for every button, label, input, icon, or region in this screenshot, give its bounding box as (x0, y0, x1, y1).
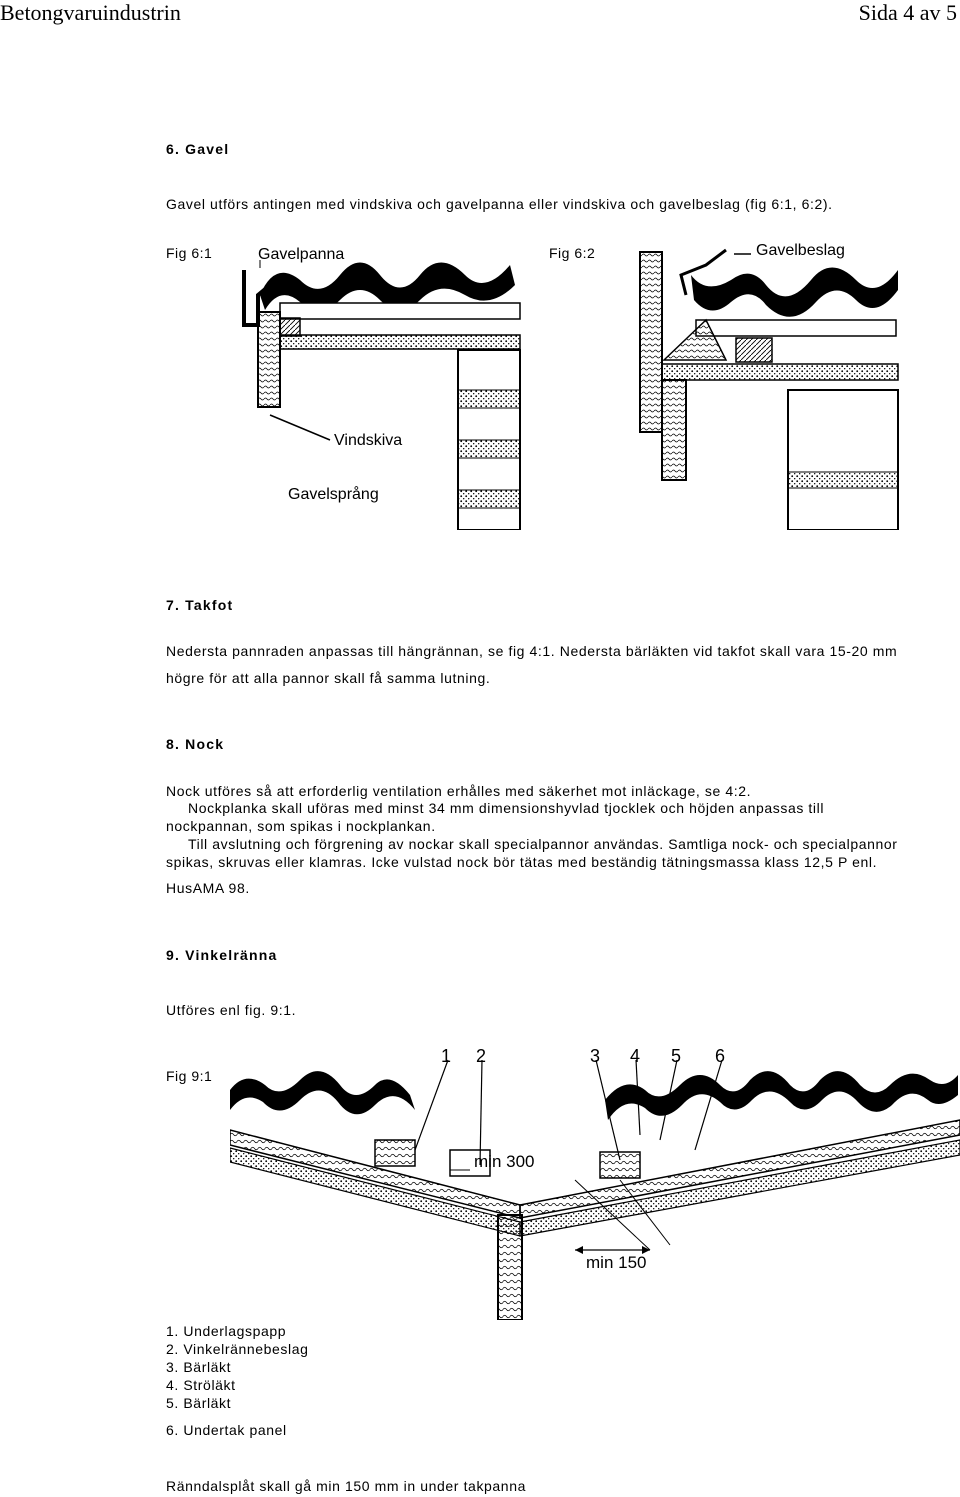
heading-vinkelranna: 9. Vinkelränna (166, 947, 278, 963)
dimension-min-300: min 300 (474, 1152, 535, 1171)
callout-4: 4 (630, 1046, 641, 1066)
legend-item: 4. Ströläkt (166, 1377, 236, 1393)
fig-9-1-label: Fig 9:1 (166, 1068, 213, 1084)
heading-nock: 8. Nock (166, 736, 225, 752)
vinkelranna-text: Utföres enl fig. 9:1. (166, 1002, 297, 1018)
gavelpanna-callout: Gavelpanna (258, 246, 345, 263)
fig-6-1-drawing (240, 240, 530, 530)
legend-item: 6. Undertak panel (166, 1422, 287, 1438)
dimension-min-150: min 150 (586, 1253, 647, 1272)
callout-2: 2 (476, 1046, 487, 1066)
callout-5: 5 (671, 1046, 682, 1066)
gavelsprang-callout: Gavelsprång (288, 486, 379, 503)
callout-3: 3 (590, 1046, 601, 1066)
vindskiva-callout: Vindskiva (334, 432, 403, 449)
takfot-line-1: Nedersta pannraden anpassas till hängrännan, se fig 4:1. Nedersta bärläkten vid takfot skall vara 15-20 mm (166, 643, 898, 659)
nock-line-1: Nock utföres så att erforderlig ventilation erhålles med säkerhet mot inläckage, se 4:2. (166, 783, 752, 799)
legend-item: 5. Bärläkt (166, 1395, 232, 1411)
nock-line-2: Nockplanka skall uföras med minst 34 mm dimensionshyvlad tjocklek och höjden anpassas till (188, 800, 825, 816)
nock-line-3: nockpannan, som spikas i nockplankan. (166, 818, 436, 834)
gavel-text: Gavel utförs antingen med vindskiva och gavelpanna eller vindskiva och gavelbeslag (fig 6:1, 6:2). (166, 196, 833, 212)
legend-item: 1. Underlagspapp (166, 1323, 287, 1339)
fig-9-1-drawing (230, 1040, 960, 1320)
heading-gavel: 6. Gavel (166, 141, 230, 157)
nock-line-4: Till avslutning och förgrening av nockar skall specialpannor användas. Samtliga nock- och specialpannor (188, 836, 898, 852)
nock-line-6: HusAMA 98. (166, 880, 250, 896)
legend-item: 2. Vinkelrännebeslag (166, 1341, 309, 1357)
callout-1: 1 (441, 1046, 452, 1066)
callout-6: 6 (715, 1046, 726, 1066)
fig-6-2-drawing (636, 240, 900, 530)
legend-item: 3. Bärläkt (166, 1359, 232, 1375)
fig-6-1-label: Fig 6:1 (166, 245, 213, 261)
nock-line-5: spikas, skruvas eller klamras. Icke vulstad nock bör tätas med beständig tätningsmassa klass 12,5 P enl. (166, 854, 878, 870)
takfot-line-2: högre för att alla pannor skall få samma lutning. (166, 670, 491, 686)
gavelbeslag-callout: Gavelbeslag (756, 242, 845, 259)
page-number: Sida 4 av 5 (858, 0, 957, 25)
footer-note: Ränndalsplåt skall gå min 150 mm in under takpanna (166, 1478, 526, 1494)
fig-6-2-label: Fig 6:2 (549, 245, 596, 261)
document-title: Betongvaruindustrin (0, 0, 181, 25)
heading-takfot: 7. Takfot (166, 597, 234, 613)
